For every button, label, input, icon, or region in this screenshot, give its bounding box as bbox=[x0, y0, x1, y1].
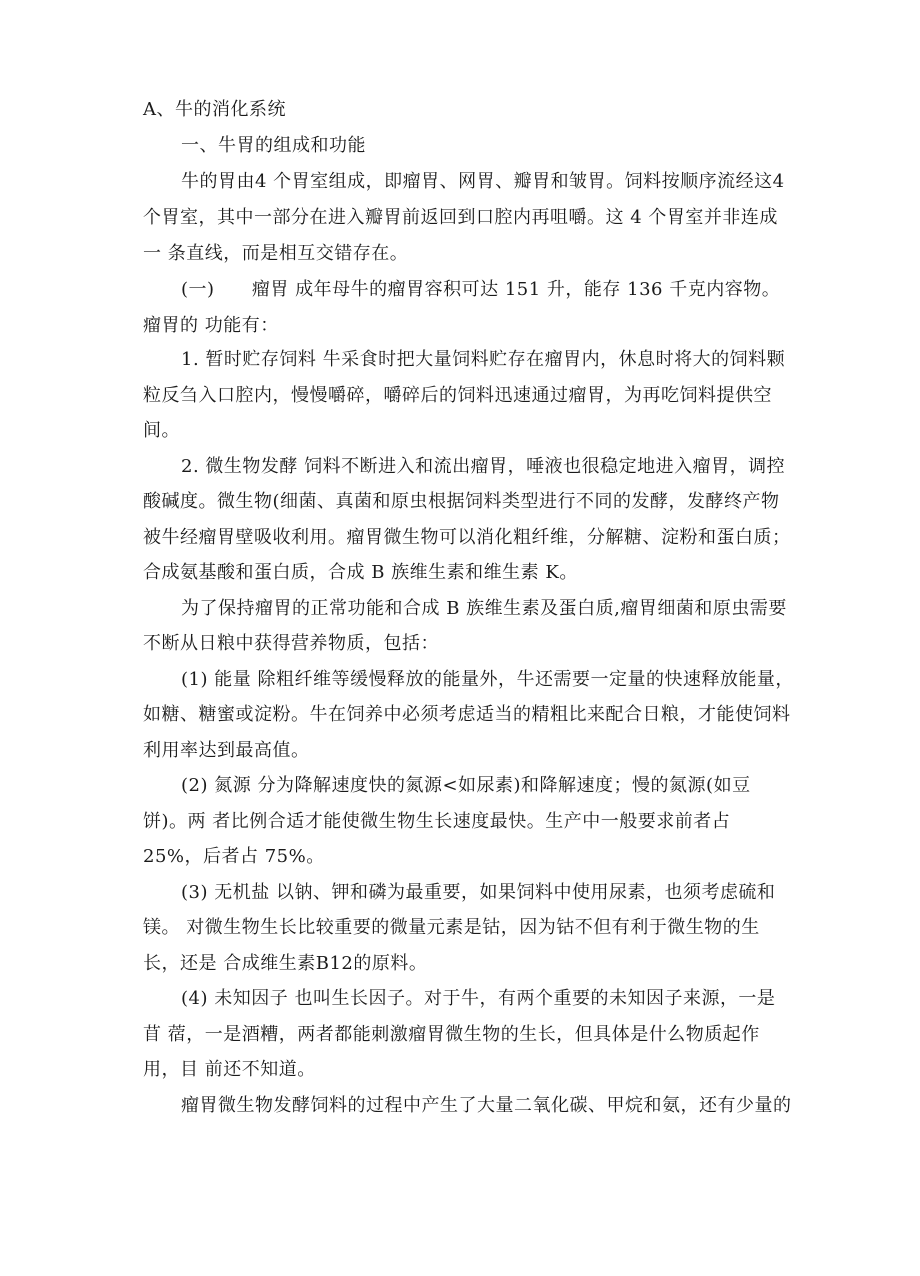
nutrients-intro-line-2: 不断从日粮中获得营养物质，包括： bbox=[143, 633, 439, 654]
item1-line-3: 间。 bbox=[143, 420, 180, 441]
sub2-line-1: (2) 氮源 分为降解速度快的氮源<如尿素)和降解速度；慢的氮源(如豆 bbox=[181, 775, 751, 796]
intro-line-3: 一 条直线，而是相互交错存在。 bbox=[143, 243, 409, 264]
nutrients-intro-line-1: 为了保持瘤胃的正常功能和合成 B 族维生素及蛋白质,瘤胃细菌和原虫需要 bbox=[181, 598, 787, 619]
sub2-line-2: 饼)。两 者比例合适才能使微生物生长速度最快。生产中一般要求前者占 bbox=[143, 811, 731, 832]
intro-line-1: 牛的胃由4 个胃室组成，即瘤胃、网胃、瓣胃和皱胃。饲料按顺序流经这4 bbox=[181, 171, 785, 192]
sub4-line-1: (4) 未知因子 也叫生长因子。对于牛，有两个重要的未知因子来源，一是 bbox=[181, 988, 776, 1009]
sub3-line-1: (3) 无机盐 以钠、钾和磷为最重要，如果饲料中使用尿素，也须考虑硫和 bbox=[181, 882, 776, 903]
section-title: 一、牛胃的组成和功能 bbox=[181, 135, 366, 156]
sub2-line-3: 25%，后者占 75%。 bbox=[143, 846, 325, 867]
rumen-line-2: 瘤胃的 功能有： bbox=[143, 315, 279, 336]
sub3-line-2: 镁。 对微生物生长比较重要的微量元素是钴，因为钴不但有利于微生物的生 bbox=[143, 917, 760, 938]
sub1-line-1: (1) 能量 除粗纤维等缓慢释放的能量外，牛还需要一定量的快速释放能量， bbox=[181, 669, 794, 690]
item1-line-1: 1. 暂时贮存饲料 牛采食时把大量饲料贮存在瘤胃内，休息时将大的饲料颗 bbox=[181, 349, 786, 370]
rumen-line-1: (一) 瘤胃 成年母牛的瘤胃容积可达 151 升，能存 136 千克内容物。 bbox=[181, 279, 781, 300]
sub1-line-2: 如糖、糖蜜或淀粉。牛在饲养中必须考虑适当的精粗比来配合日粮，才能使饲料 bbox=[143, 704, 791, 725]
item2-line-4: 合成氨基酸和蛋白质，合成 B 族维生素和维生素 K。 bbox=[143, 562, 578, 583]
document-heading: A、牛的消化系统 bbox=[143, 99, 286, 120]
sub3-line-3: 长，还是 合成维生素B12的原料。 bbox=[143, 953, 428, 974]
sub4-line-3: 用，目 前还不知道。 bbox=[143, 1059, 316, 1080]
item2-line-2: 酸碱度。微生物(细菌、真菌和原虫根据饲料类型进行不同的发酵，发酵终产物 bbox=[143, 491, 780, 512]
item2-line-3: 被牛经瘤胃壁吸收利用。瘤胃微生物可以消化粗纤维，分解糖、淀粉和蛋白质； bbox=[143, 527, 791, 548]
sub1-line-3: 利用率达到最高值。 bbox=[143, 740, 310, 761]
sub4-line-2: 苜 蓿，一是酒糟，两者都能刺激瘤胃微生物的生长，但具体是什么物质起作 bbox=[143, 1024, 760, 1045]
intro-line-2: 个胃室，其中一部分在进入瓣胃前返回到口腔内再咀嚼。这 4 个胃室并非连成 bbox=[143, 207, 778, 228]
closing-line-1: 瘤胃微生物发酵饲料的过程中产生了大量二氧化碳、甲烷和氨，还有少量的 bbox=[181, 1095, 792, 1116]
item2-line-1: 2. 微生物发酵 饲料不断进入和流出瘤胃，唾液也很稳定地进入瘤胃，调控 bbox=[181, 456, 786, 477]
item1-line-2: 粒反刍入口腔内，慢慢嚼碎，嚼碎后的饲料迅速通过瘤胃，为再吃饲料提供空 bbox=[143, 385, 772, 406]
